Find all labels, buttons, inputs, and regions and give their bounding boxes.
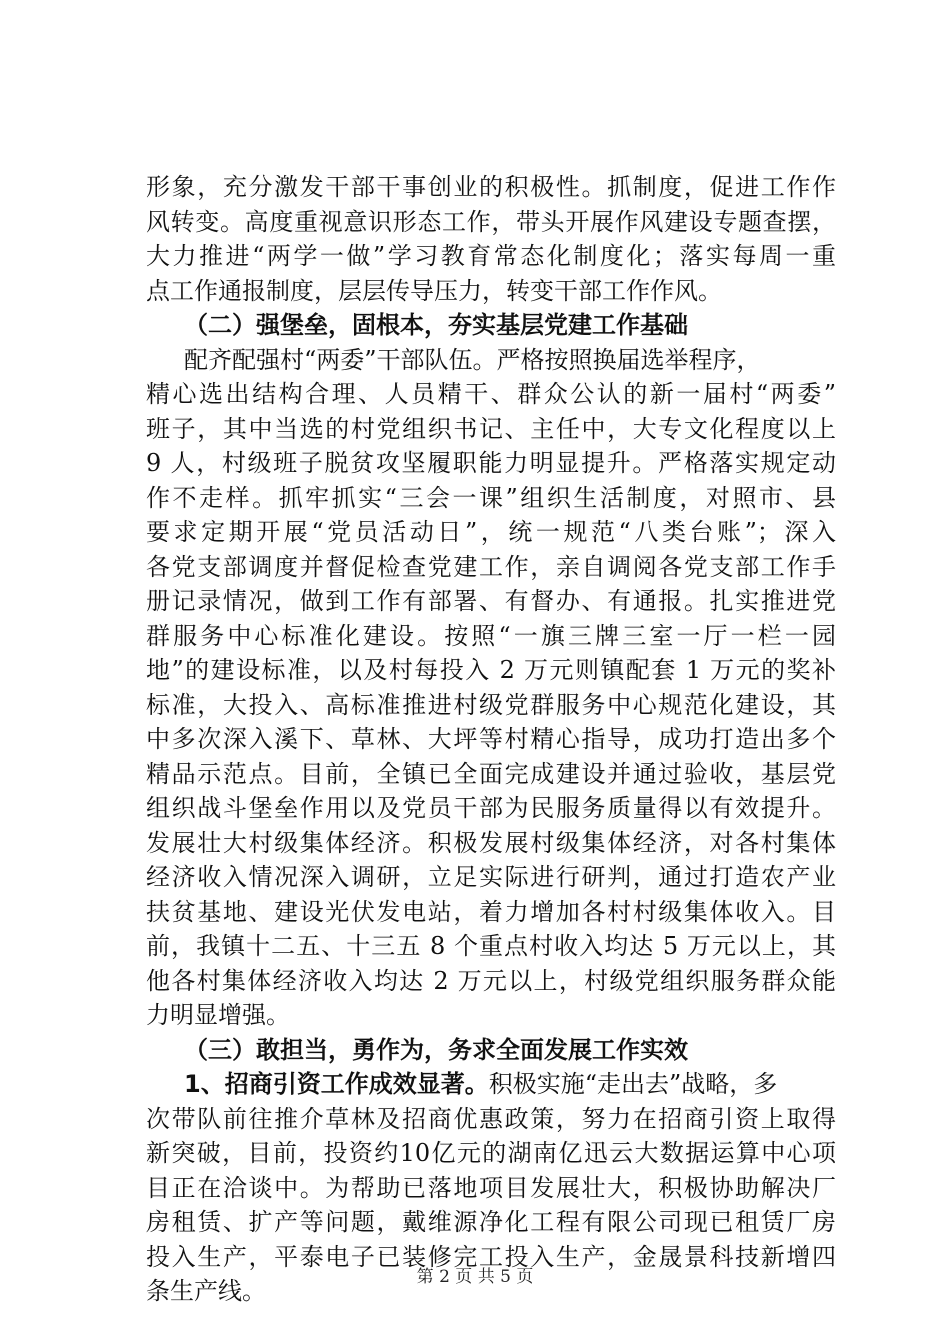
paragraph-first-line: 配齐配强村“两委”干部队伍。严格按照换届选举程序， (184, 345, 761, 374)
paragraph-line: 中多次深入溪下、草林、大坪等村精心指导，成功打造出多个 (146, 725, 836, 753)
section-heading: （二）强堡垒，固根本，夯实基层党建工作基础 (184, 311, 688, 339)
paragraph-line: 形象，充分激发干部干事创业的积极性。抓制度，促进工作作 (146, 173, 836, 201)
paragraph-line: 册记录情况，做到工作有部署、有督办、有通报。扎实推进党 (146, 587, 836, 615)
paragraph-line: 9 人，村级班子脱贫攻坚履职能力明显提升。严格落实规定动 (146, 449, 836, 477)
paragraph-line: 组织战斗堡垒作用以及党员干部为民服务质量得以有效提升。 (146, 794, 836, 822)
paragraph-line: 班子，其中当选的村党组织书记、主任中，大专文化程度以上 (146, 414, 836, 443)
paragraph-line: 投入生产，平泰电子已装修完工投入生产，金晟景科技新增四 (146, 1242, 836, 1271)
paragraph-line: 大力推进“两学一做”学习教育常态化制度化；落实每周一重 (146, 242, 836, 270)
paragraph-line: 地”的建设标准，以及村每投入 2 万元则镇配套 1 万元的奖补 (146, 656, 836, 684)
paragraph-line: 新突破，目前，投资约10亿元的湖南亿迅云大数据运算中心项 (146, 1139, 836, 1167)
paragraph-last-line: 点工作通报制度，层层传导压力，转变干部工作作风。 (146, 276, 722, 305)
paragraph-last-line: 条生产线。 (146, 1277, 266, 1305)
item-lead-text: 积极实施“走出去”战略，多 (488, 1070, 778, 1098)
paragraph-line: 房租赁、扩产等问题，戴维源净化工程有限公司现已租赁厂房 (146, 1208, 836, 1236)
paragraph-line: 次带队前往推介草林及招商优惠政策，努力在招商引资上取得 (146, 1104, 836, 1133)
paragraph-line: 精品示范点。目前，全镇已全面完成建设并通过验收，基层党 (146, 759, 836, 788)
paragraph-last-line: 力明显增强。 (146, 1001, 290, 1029)
item-lead-heading: 1、招商引资工作成效显著。 (184, 1070, 489, 1098)
paragraph-line: 精心选出结构合理、人员精干、群众公认的新一届村“两委” (146, 380, 836, 408)
paragraph-first-line (146, 1067, 836, 1102)
paragraph-line: 发展壮大村级集体经济。积极发展村级集体经济，对各村集体 (146, 828, 836, 857)
paragraph-line: 各党支部调度并督促检查党建工作，亲自调阅各党支部工作手 (146, 552, 836, 581)
paragraph-line: 作不走样。抓牢抓实“三会一课”组织生活制度，对照市、县 (146, 483, 836, 512)
paragraph-line: 前，我镇十二五、十三五 8 个重点村收入均达 5 万元以上，其 (146, 932, 836, 960)
paragraph-line: 群服务中心标准化建设。按照“一旗三牌三室一厅一栏一园 (146, 621, 836, 650)
page-footer: 第 2 页 共 5 页 (416, 1267, 534, 1287)
section-heading: （三）敢担当，勇作为，务求全面发展工作实效 (184, 1035, 688, 1064)
document-body (146, 170, 836, 1309)
paragraph-line: 要求定期开展“党员活动日”，统一规范“八类台账”；深入 (146, 518, 836, 546)
paragraph-line: 标准，大投入、高标准推进村级党群服务中心规范化建设，其 (146, 690, 836, 719)
paragraph-line: 风转变。高度重视意识形态工作，带头开展作风建设专题查摆， (146, 207, 836, 236)
paragraph-line: 目正在洽谈中。为帮助已落地项目发展壮大，积极协助解决厂 (146, 1173, 836, 1202)
paragraph-line: 经济收入情况深入调研，立足实际进行研判，通过打造农产业 (146, 863, 836, 891)
paragraph-line: 扶贫基地、建设光伏发电站，着力增加各村村级集体收入。目 (146, 897, 836, 926)
paragraph-line: 他各村集体经济收入均达 2 万元以上，村级党组织服务群众能 (146, 966, 836, 995)
